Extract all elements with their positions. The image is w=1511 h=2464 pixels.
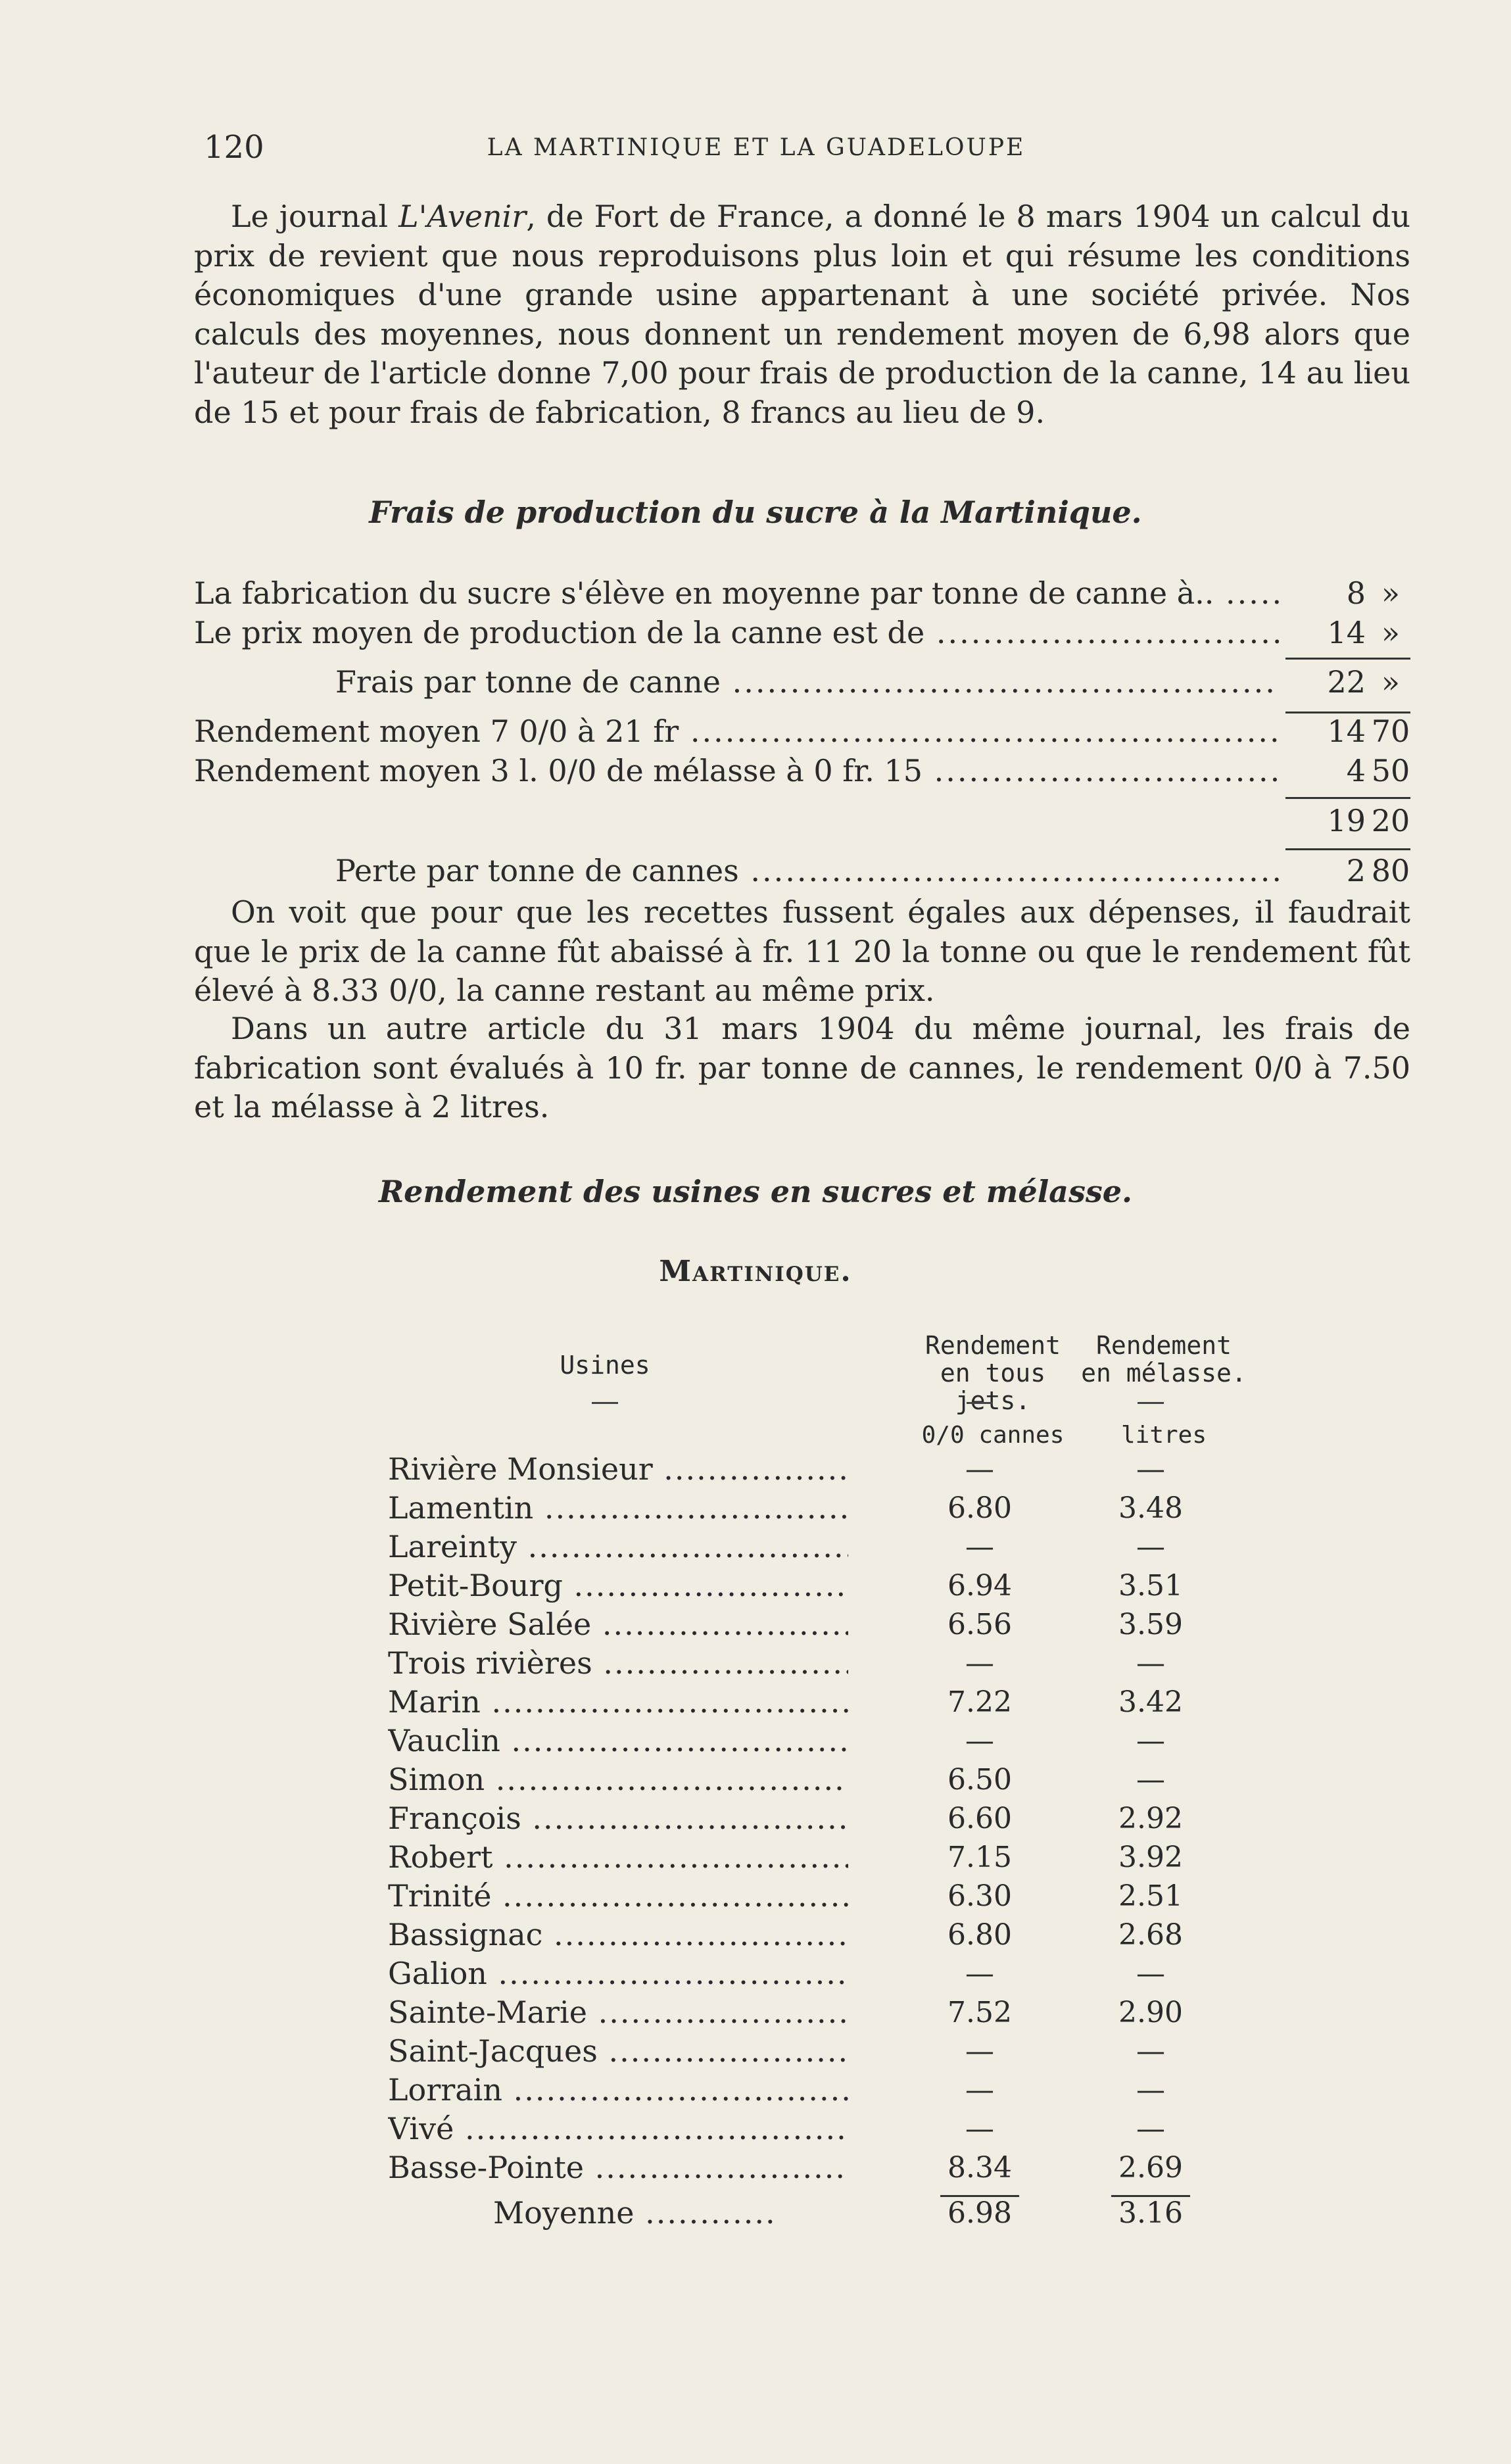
table-row: Trois rivières ..... — — [388, 1644, 1262, 1683]
col-header-rendement-jets: Rendement en tous jets. [925, 1331, 1061, 1415]
calc-row-perte: Perte par tonne de cannes ..... 2 80 [194, 851, 1410, 890]
header-dash [592, 1402, 618, 1404]
calc-row-frais-total: Frais par tonne de canne ..... 22 » [194, 662, 1410, 702]
table-row: Bassignac ..... 6.80 2.68 [388, 1916, 1262, 1954]
table-row: Vauclin ..... — — [388, 1722, 1262, 1760]
table-row: Lamentin ..... 6.80 3.48 [388, 1489, 1262, 1528]
page-number: 120 [204, 129, 264, 166]
header-dash [1138, 1402, 1164, 1404]
paragraph-recettes: On voit que pour que les recettes fussent égales aux dépenses, il faudrait que le prix de la canne fût abaissé à fr. 11 20 la tonne ou que le rendement fût élevé à 8.33 0/0, la canne restant au même prix. [194, 894, 1410, 1008]
unit-label-litres: litres [1120, 1422, 1207, 1449]
sum-rule [1285, 658, 1410, 660]
table-row: Rivière Monsieur ..... — — [388, 1450, 1262, 1489]
section-title-frais: Frais de production du sucre à la Martinique. [369, 495, 1142, 530]
sum-rule [1285, 797, 1410, 799]
section-title-rendement: Rendement des usines en sucres et mélasse. [378, 1174, 1133, 1209]
journal-name: L'Avenir [398, 199, 527, 234]
sum-rule [1285, 848, 1410, 850]
table-row: Simon ..... 6.50 — [388, 1760, 1262, 1799]
table-row: Galion ..... — — [388, 1954, 1262, 1993]
section-subtitle-martinique: Martinique. [659, 1255, 852, 1288]
table-row: Lorrain ..... — — [388, 2071, 1262, 2110]
paragraph-autre-article: Dans un autre article du 31 mars 1904 du même journal, les frais de fabrication sont évalués à 10 fr. par tonne de cannes, le rendement 0/0 à 7.50 et la mélasse à 2 litres. [194, 1011, 1410, 1124]
running-title: LA MARTINIQUE ET LA GUADELOUPE [487, 134, 1026, 161]
page-header [204, 129, 1308, 168]
unit-label-cannes: 0/0 cannes [921, 1422, 1065, 1449]
calc-row-rendement-melasse: Rendement moyen 3 l. 0/0 de mélasse à 0 fr. 15 ..... 4 50 [194, 751, 1410, 790]
col-header-rendement-melasse: Rendement en mélasse. [1081, 1331, 1247, 1388]
table-row: Robert ..... 7.15 3.92 [388, 1838, 1262, 1877]
table-row: Lareinty ..... — — [388, 1528, 1262, 1566]
table-row: Marin ..... 7.22 3.42 [388, 1683, 1262, 1722]
calc-row-sous-total: 19 20 [1327, 803, 1410, 838]
table-row: Petit-Bourg ..... 6.94 3.51 [388, 1566, 1262, 1605]
table-row: Rivière Salée ..... 6.56 3.59 [388, 1605, 1262, 1644]
table-row: Saint-Jacques ..... — — [388, 2032, 1262, 2071]
table-row: François ..... 6.60 2.92 [388, 1799, 1262, 1838]
table-row: Sainte-Marie ..... 7.52 2.90 [388, 1993, 1262, 2032]
header-dash [967, 1402, 993, 1404]
col-header-usines: Usines [560, 1351, 650, 1380]
calc-row-prix-canne: Le prix moyen de production de la canne est de ..... 14 » [194, 613, 1410, 652]
table-row: Vivé ..... — — [388, 2110, 1262, 2148]
intro-paragraph: Le journal L'Avenir, de Fort de France, a donné le 8 mars 1904 un calcul du prix de revient que nous reproduisons plus loin et qui résume les conditions économiques d'une grande usine appartenant à une société privée. Nos calculs des moyennes, nous donnent un rendement moyen de 6,98 alors que l'auteur de l'article donne 7,00 pour frais de production de la canne, 14 au lieu de 15 et pour frais de fabrication, 8 francs au lieu de 9. [194, 199, 1410, 430]
calc-row-rendement-sucre: Rendement moyen 7 0/0 à 21 fr ..... 14 70 [194, 712, 1410, 751]
table-row: Trinité ..... 6.30 2.51 [388, 1877, 1262, 1916]
calc-row-fabrication: La fabrication du sucre s'élève en moyenne par tonne de canne à.. ..... 8 » [194, 573, 1410, 613]
table-row: Basse-Pointe ..... 8.34 2.69 [388, 2148, 1262, 2187]
table-row-mean: Moyenne ..... 6.98 3.16 [388, 2194, 1262, 2233]
